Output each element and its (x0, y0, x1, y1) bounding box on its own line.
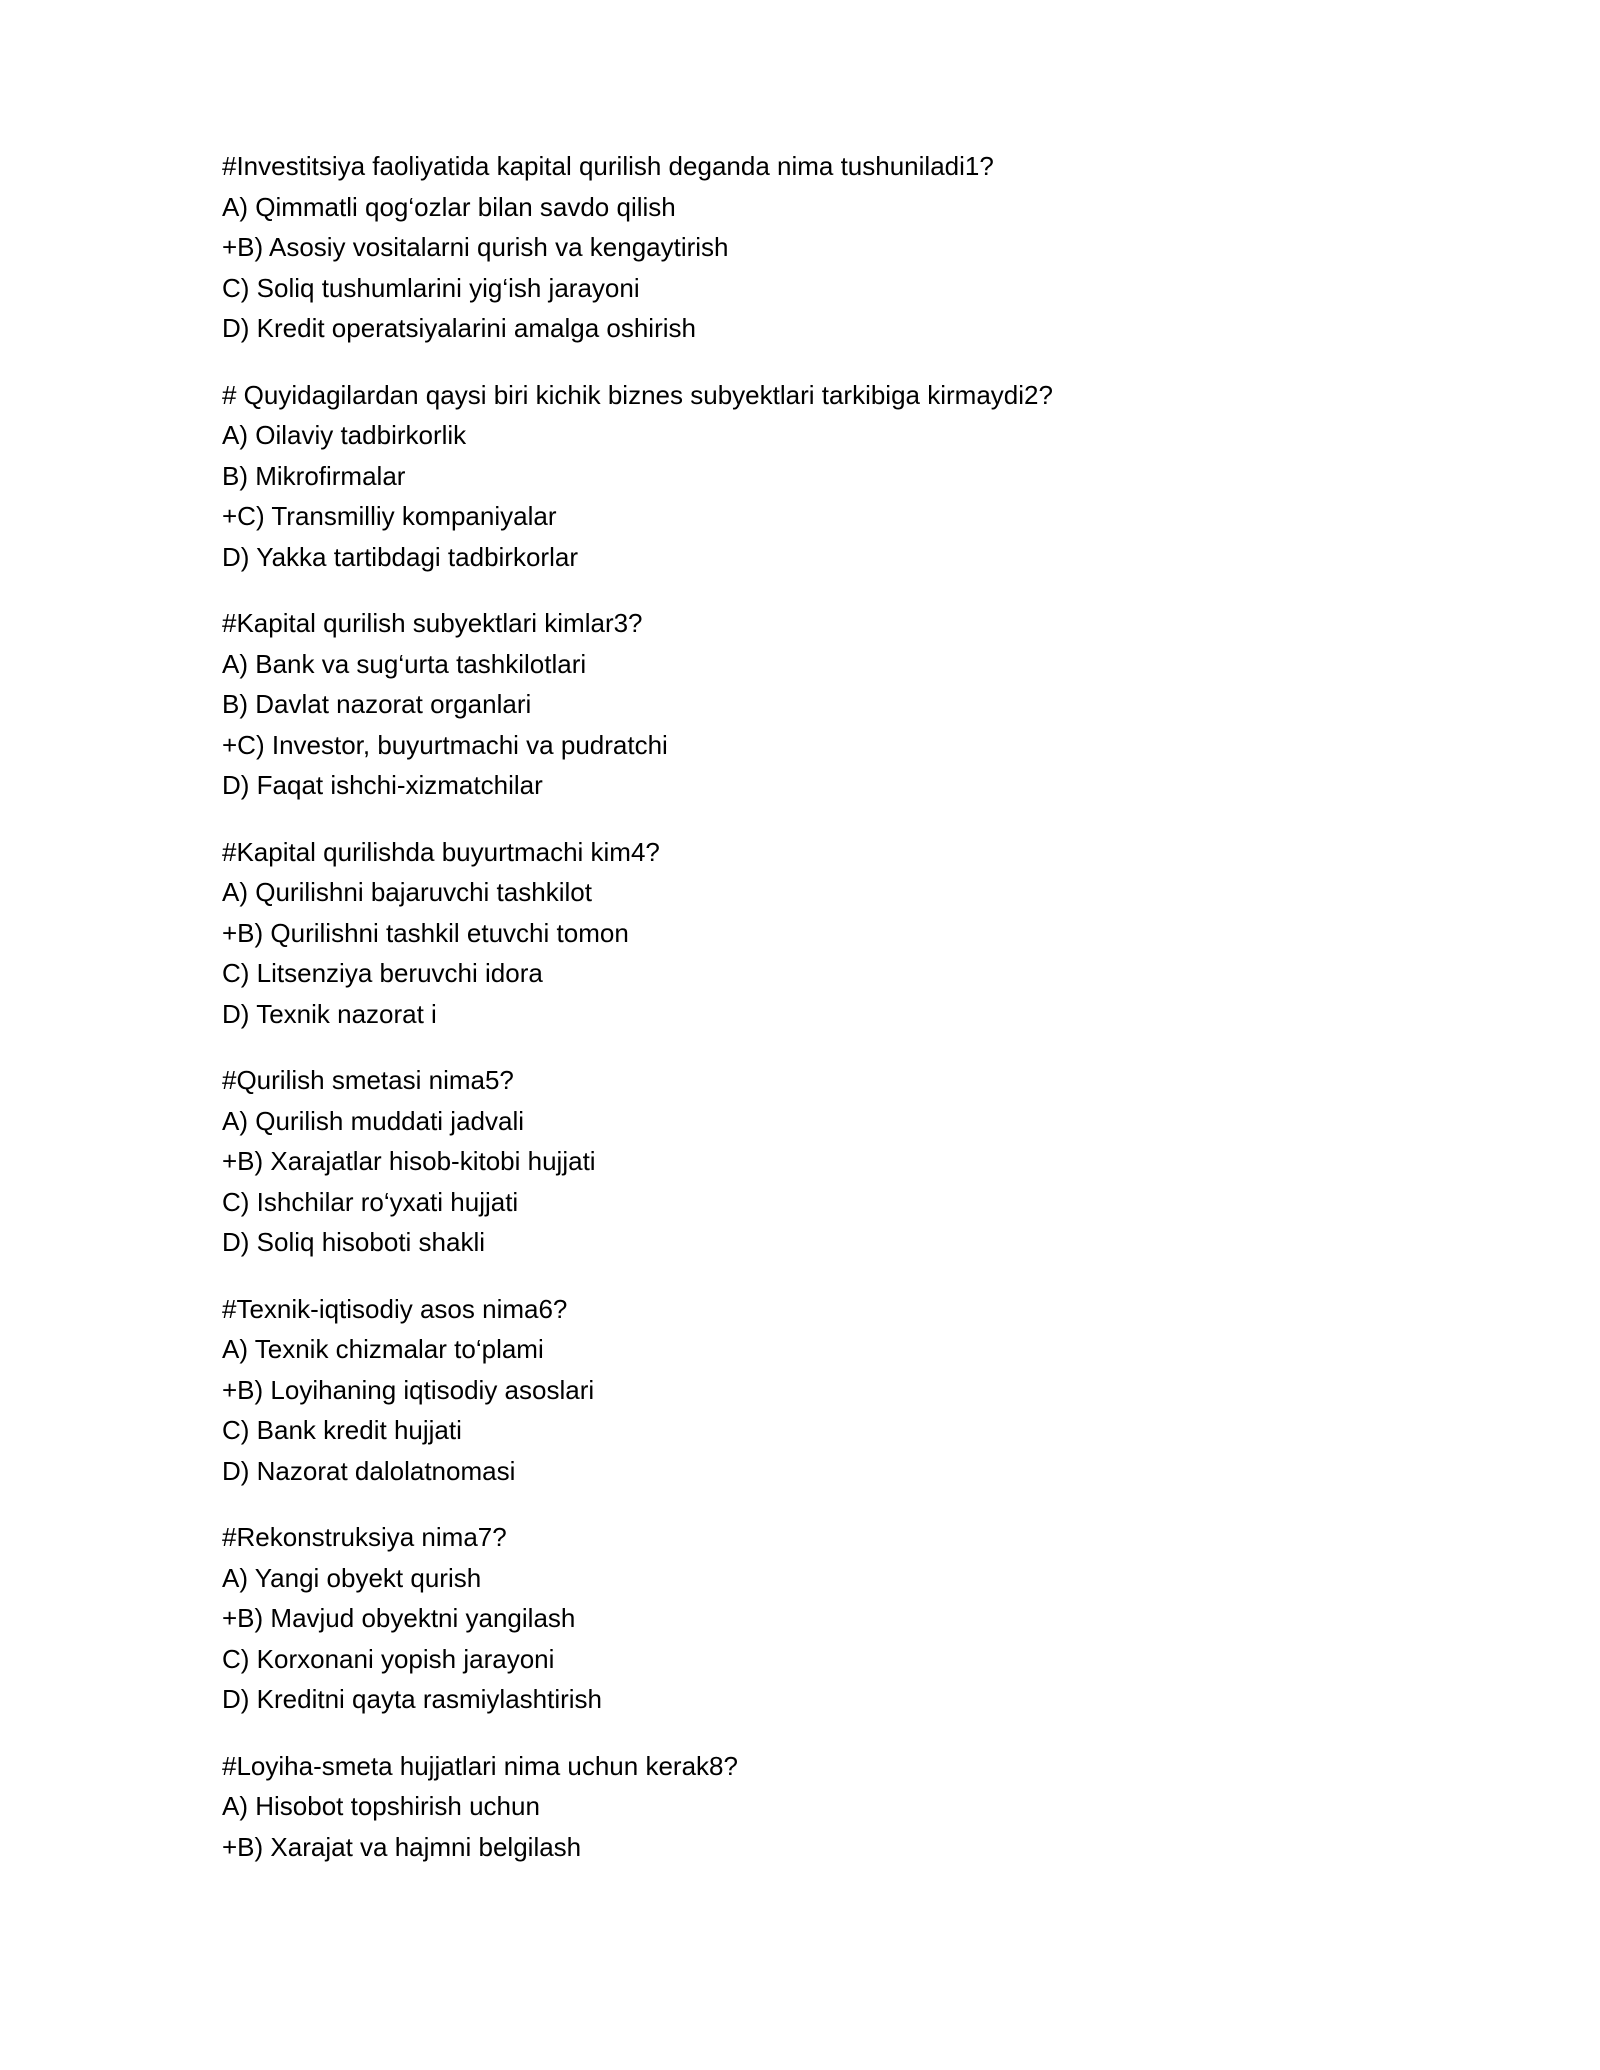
answer-option: +B) Qurilishni tashkil etuvchi tomon (222, 917, 629, 948)
answer-option: B) Mikrofirmalar (222, 460, 406, 491)
answer-option: D) Soliq hisoboti shakli (222, 1227, 486, 1257)
answer-option: +C) Investor, buyurtmachi va pudratchi (222, 729, 668, 760)
question-text: #Qurilish smetasi nima5? (222, 1065, 514, 1095)
answer-option: A) Qurilish muddati jadvali (222, 1105, 525, 1136)
answer-option: C) Korxonani yopish jarayoni (222, 1643, 555, 1674)
answer-option: +B) Xarajatlar hisob-kitobi hujjati (222, 1146, 596, 1176)
answer-option: D) Faqat ishchi-xizmatchilar (222, 770, 543, 800)
question-text: #Rekonstruksiya nima7? (222, 1522, 507, 1552)
answer-option: A) Qurilishni bajaruvchi tashkilot (222, 877, 592, 907)
question-block (222, 1517, 1422, 1720)
answer-option: D) Yakka tartibdagi tadbirkorlar (222, 541, 578, 572)
answer-option: +B) Asosiy vositalarni qurish va kengaytirish (222, 232, 729, 262)
answer-option: D) Kreditni qayta rasmiylashtirish (222, 1684, 603, 1714)
question-block (222, 1060, 1422, 1263)
answer-option: +B) Loyihaning iqtisodiy asoslari (222, 1374, 595, 1405)
answer-option: C) Ishchilar ro‘yxati hujjati (222, 1186, 519, 1217)
answer-option: A) Hisobot topshirish uchun (222, 1791, 540, 1821)
question-block (222, 832, 1422, 1035)
answer-option: C) Litsenziya beruvchi idora (222, 958, 543, 988)
answer-option: +B) Mavjud obyektni yangilash (222, 1603, 576, 1633)
question-text: #Investitsiya faoliyatida kapital qurilish deganda nima tushuniladi1? (222, 151, 994, 181)
question-block (222, 603, 1422, 806)
question-text: #Kapital qurilish subyektlari kimlar3? (222, 608, 643, 638)
question-text: # Quyidagilardan qaysi biri kichik biznes subyektlari tarkibiga kirmaydi2? (222, 379, 1053, 410)
answer-option: +C) Transmilliy kompaniyalar (222, 501, 557, 531)
answer-option: C) Soliq tushumlarini yig‘ish jarayoni (222, 272, 640, 303)
answer-option: D) Kredit operatsiyalarini amalga oshirish (222, 313, 696, 343)
question-text: #Loyiha-smeta hujjatlari nima uchun kerak8? (222, 1750, 738, 1781)
question-block (222, 375, 1422, 578)
quiz-content (222, 146, 1422, 1893)
question-text: #Texnik-iqtisodiy asos nima6? (222, 1293, 568, 1324)
answer-option: D) Nazorat dalolatnomasi (222, 1455, 516, 1486)
question-block (222, 1289, 1422, 1492)
answer-option: D) Texnik nazorat i (222, 998, 437, 1029)
answer-option: A) Oilaviy tadbirkorlik (222, 420, 467, 450)
answer-option: A) Yangi obyekt qurish (222, 1562, 482, 1593)
answer-option: B) Davlat nazorat organlari (222, 689, 532, 719)
answer-option: A) Qimmatli qog‘ozlar bilan savdo qilish (222, 191, 676, 222)
question-text: #Kapital qurilishda buyurtmachi kim4? (222, 836, 660, 867)
question-block (222, 1746, 1422, 1868)
question-block (222, 146, 1422, 349)
answer-option: A) Bank va sug‘urta tashkilotlari (222, 648, 587, 679)
answer-option: A) Texnik chizmalar to‘plami (222, 1334, 544, 1364)
answer-option: +B) Xarajat va hajmni belgilash (222, 1831, 582, 1862)
answer-option: C) Bank kredit hujjati (222, 1415, 462, 1445)
